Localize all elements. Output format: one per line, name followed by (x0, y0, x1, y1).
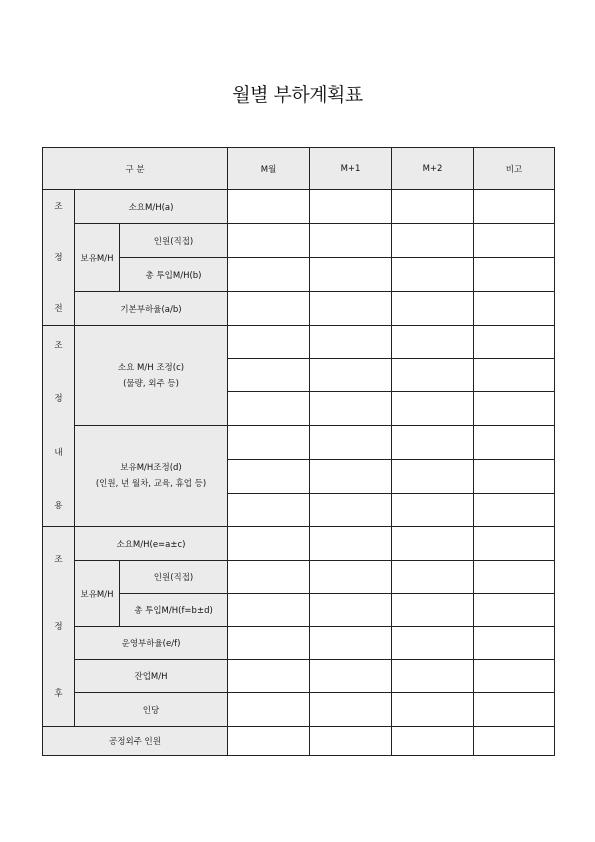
row-label-holding-adjust (75, 426, 228, 527)
table-cell[interactable] (474, 693, 555, 727)
table-cell[interactable] (392, 494, 474, 527)
table-cell[interactable] (228, 460, 310, 494)
table-cell[interactable] (474, 258, 555, 292)
table-row (43, 190, 555, 224)
side-char: 조 (54, 554, 63, 565)
table-cell[interactable] (310, 527, 392, 561)
table-cell[interactable] (310, 224, 392, 258)
row-label-personnel-direct-after: 인원(직접) (120, 561, 228, 594)
table-cell[interactable] (310, 561, 392, 594)
row-label-base-load-rate: 기본부하율(a/b) (75, 292, 228, 326)
table-row (43, 561, 555, 594)
table-cell[interactable] (392, 561, 474, 594)
table-cell[interactable] (310, 258, 392, 292)
side-char: 내 (54, 447, 63, 458)
table-cell[interactable] (392, 326, 474, 359)
table-cell[interactable] (474, 292, 555, 326)
table-row (43, 258, 555, 292)
table-cell[interactable] (392, 693, 474, 727)
section-before-label (43, 190, 75, 326)
table-cell[interactable] (474, 392, 555, 426)
table-cell[interactable] (474, 527, 555, 561)
table-cell[interactable] (392, 460, 474, 494)
table-cell[interactable] (392, 527, 474, 561)
table-cell[interactable] (228, 258, 310, 292)
table-cell[interactable] (392, 426, 474, 460)
row-label-required-adjust (75, 326, 228, 426)
side-char: 정 (54, 621, 63, 632)
table-cell[interactable] (310, 426, 392, 460)
row-label-per-person: 인당 (75, 693, 228, 727)
table-cell[interactable] (392, 594, 474, 627)
table-cell[interactable] (392, 727, 474, 756)
side-char: 조 (54, 341, 63, 351)
table-cell[interactable] (228, 594, 310, 627)
row-label-holding-mh-after: 보유M/H (75, 561, 120, 627)
table-row (43, 627, 555, 660)
table-row (43, 292, 555, 326)
row-label-overtime-mh: 잔업M/H (75, 660, 228, 693)
table-cell[interactable] (310, 359, 392, 392)
table-cell[interactable] (392, 359, 474, 392)
table-cell[interactable] (310, 460, 392, 494)
side-char: 전 (54, 303, 63, 314)
table-cell[interactable] (228, 292, 310, 326)
header-month-plus-1: M+1 (310, 148, 392, 190)
header-row (43, 148, 555, 190)
table-cell[interactable] (392, 627, 474, 660)
row-label-required-mh-after: 소요M/H(e=a±c) (75, 527, 228, 561)
side-char: 정 (54, 252, 63, 263)
header-category: 구 분 (43, 148, 228, 190)
table-cell[interactable] (474, 494, 555, 527)
table-cell[interactable] (310, 292, 392, 326)
side-char: 용 (54, 500, 63, 511)
table-cell[interactable] (228, 494, 310, 527)
table-cell[interactable] (392, 258, 474, 292)
page-title: 월별 부하계획표 (232, 84, 363, 106)
row-label-total-input-mh: 총 투입M/H(b) (120, 258, 228, 292)
table-cell[interactable] (228, 527, 310, 561)
table-cell[interactable] (310, 693, 392, 727)
row-label-total-input-mh-after: 총 투입M/H(f=b±d) (120, 594, 228, 627)
table-cell[interactable] (392, 660, 474, 693)
table-cell[interactable] (474, 190, 555, 224)
table-cell[interactable] (228, 727, 310, 756)
header-month: M월 (228, 148, 310, 190)
table-cell[interactable] (474, 326, 555, 359)
table-cell[interactable] (474, 627, 555, 660)
table-cell[interactable] (228, 426, 310, 460)
row-label-outsourced-personnel: 공정외주 인원 (43, 727, 228, 756)
table-cell[interactable] (310, 660, 392, 693)
table-cell[interactable] (474, 727, 555, 756)
table-cell[interactable] (474, 359, 555, 392)
table-cell[interactable] (228, 326, 310, 359)
table-cell[interactable] (228, 359, 310, 392)
table-cell[interactable] (474, 426, 555, 460)
table-row (43, 727, 555, 756)
side-char: 후 (54, 688, 63, 699)
table-cell[interactable] (228, 190, 310, 224)
required-adjust-line1: 소요 M/H 조정(c) (117, 362, 185, 373)
table-row (43, 224, 555, 258)
section-after-label (43, 527, 75, 727)
table-row (43, 594, 555, 627)
table-cell[interactable] (228, 627, 310, 660)
load-plan-table (42, 147, 555, 756)
side-char: 정 (54, 394, 63, 405)
table-cell[interactable] (392, 224, 474, 258)
table-cell[interactable] (228, 693, 310, 727)
header-month-plus-2: M+2 (392, 148, 474, 190)
table-cell[interactable] (310, 727, 392, 756)
table-cell[interactable] (310, 627, 392, 660)
section-content-label (43, 326, 75, 527)
table-cell[interactable] (228, 660, 310, 693)
table-row (43, 693, 555, 727)
table-row (43, 426, 555, 460)
table-cell[interactable] (474, 561, 555, 594)
table-row (43, 326, 555, 359)
table-cell[interactable] (474, 660, 555, 693)
row-label-holding-mh: 보유M/H (75, 224, 120, 292)
row-label-operating-load-rate: 운영부하율(e/f) (75, 627, 228, 660)
table-cell[interactable] (228, 392, 310, 426)
required-adjust-line2: (물량, 외주 등) (123, 378, 179, 389)
table-cell[interactable] (310, 392, 392, 426)
table-cell[interactable] (474, 594, 555, 627)
table-row (43, 660, 555, 693)
table-cell[interactable] (474, 224, 555, 258)
table-cell[interactable] (310, 494, 392, 527)
row-label-required-mh: 소요M/H(a) (75, 190, 228, 224)
table-cell[interactable] (310, 594, 392, 627)
holding-adjust-line1: 보유M/H조정(d) (120, 463, 182, 473)
table-cell[interactable] (310, 326, 392, 359)
side-char: 조 (54, 201, 63, 212)
table-cell[interactable] (392, 190, 474, 224)
table-row (43, 527, 555, 561)
table-cell[interactable] (310, 190, 392, 224)
header-remarks: 비고 (474, 148, 555, 190)
holding-adjust-line2: (인원, 년 월차, 교육, 휴업 등) (95, 479, 207, 489)
table-cell[interactable] (228, 224, 310, 258)
row-label-personnel-direct: 인원(직접) (120, 224, 228, 258)
table-cell[interactable] (228, 561, 310, 594)
table-cell[interactable] (392, 392, 474, 426)
table-cell[interactable] (474, 460, 555, 494)
table-cell[interactable] (392, 292, 474, 326)
